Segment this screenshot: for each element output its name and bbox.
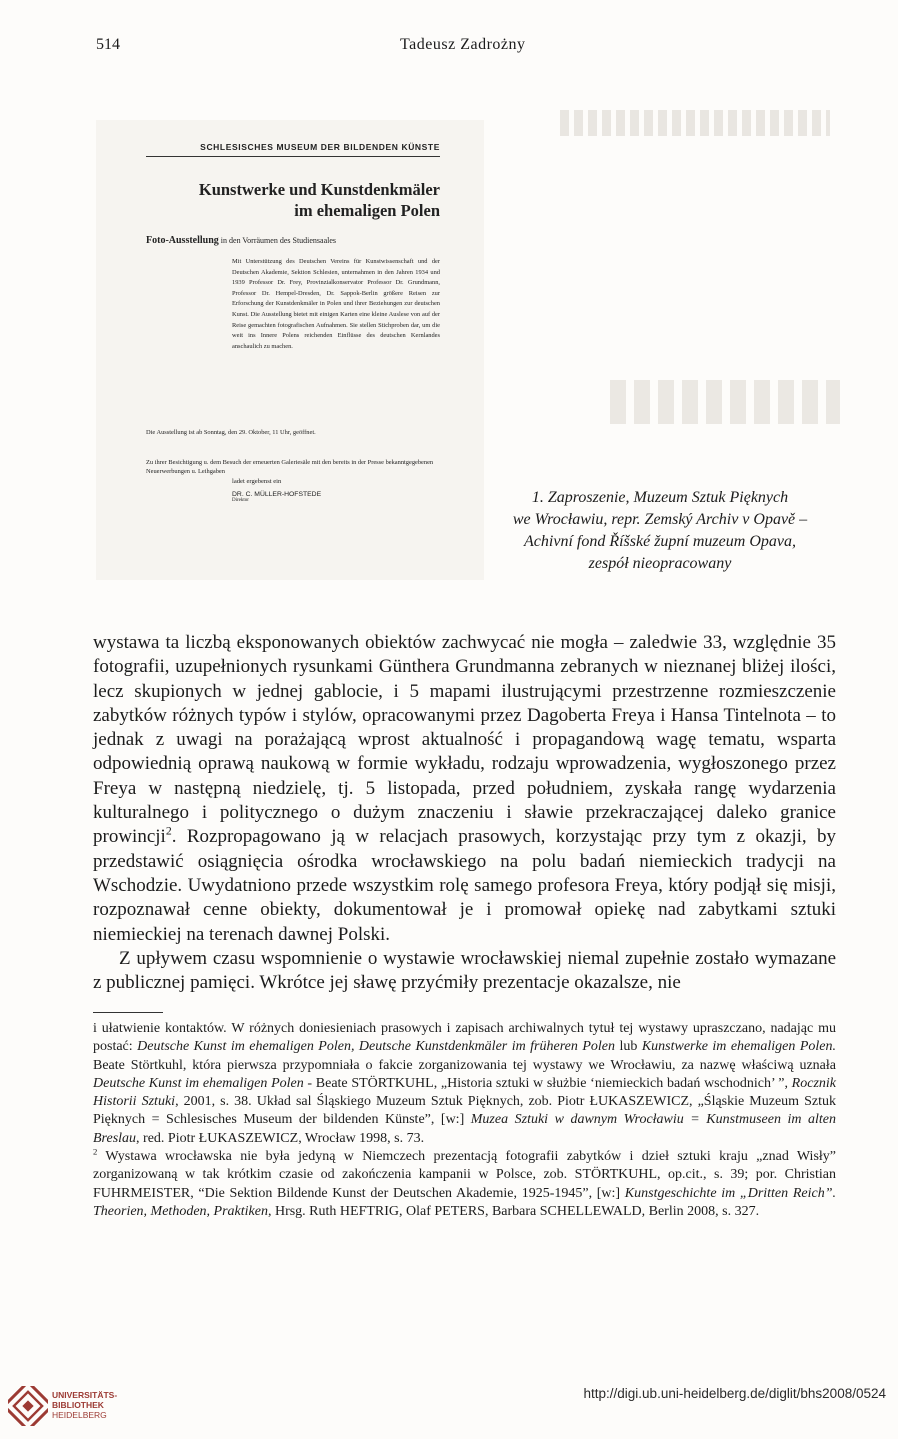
- footnote-ref: 2: [165, 825, 172, 839]
- library-logo-icon: [8, 1386, 48, 1426]
- scan-exhibition-line: Foto-Ausstellung in den Vorräumen des Studiensaales: [146, 235, 337, 246]
- source-url-link[interactable]: http://digi.ub.uni-heidelberg.de/diglit/bhs2008/0524: [583, 1386, 886, 1401]
- scan-invite-closing: ladet ergebenst ein: [232, 478, 282, 485]
- scan-signature-role: Direktor: [232, 498, 249, 503]
- bleed-through-artifact: [610, 380, 840, 424]
- page-number: 514: [96, 36, 120, 53]
- scan-signature: DR. C. MÜLLER-HOFSTEDE: [232, 491, 322, 498]
- bleed-through-artifact: [560, 110, 830, 136]
- scan-museum-name: SCHLESISCHES MUSEUM DER BILDENDEN KÜNSTE: [146, 142, 440, 157]
- main-text: [93, 631, 836, 995]
- figure-caption: 1. Zaproszenie, Muzeum Sztuk Pięknych we Wrocławiu, repr. Zemský Archiv v Opavě – Achivní fond Říšské župní muzeum Opava, zespół nieopracowany: [512, 489, 808, 572]
- footnote-1-continued: i ułatwienie kontaktów. W różnych doniesieniach prasowych i zapisach archiwalnych tytuł tej wystawy upraszczano, nadając mu postać: Deutsche Kunst im ehemaligen Polen, Deutsche Kunstdenkmäler im früheren Polen lub Kunstwerke im ehemaligen Polen. Beate Störtkuhl, która pierwsza przypomniała o fakcie zorganizowania tej wystawy we Wrocławiu, za nazwę właściwą uznała Deutsche Kunst im ehemaligen Polen - Beate STÖRTKUHL, „Historia sztuki w służbie ‘niemieckich badań wschodnich’ ”, Rocznik Historii Sztuki, 2001, s. 38. Układ sal Śląskiego Muzeum Sztuk Pięknych, zob. Piotr ŁUKASZEWICZ, „Śląskie Muzeum Sztuk Pięknych = Schlesisches Museum der bildenden Künste”, [w:] Muzea Sztuki w dawnym Wrocławiu = Kunstmuseen im alten Breslau, red. Piotr ŁUKASZEWICZ, Wrocław 1998, s. 73.: [93, 1021, 836, 1146]
- library-logo-text: UNIVERSITÄTS- BIBLIOTHEK HEIDELBERG: [52, 1390, 118, 1420]
- invitation-scan: [96, 120, 484, 580]
- footnotes: [93, 1020, 836, 1221]
- scan-title: Kunstwerke und Kunstdenkmäler im ehemaligen Polen: [198, 180, 440, 220]
- footnote-divider: [93, 1012, 163, 1013]
- paragraph: wystawa ta liczbą eksponowanych obiektów zachwycać nie mogła – zaledwie 33, względnie 35 fotografii, uzupełnionych rysunkami Günthera Grundmanna zebranych w nieznanej bliżej ilości, lecz skupionych w jednej gablocie, i 5 mapami ilustrującymi przestrzenne rozmieszczenie zabytków różnych typów i stylów, opracowanymi przez Dagoberta Freya i Hansa Tintelnota – to jednak z uwagi na porażającą wprost aktualność i propagandową wagę tematu, wsparta odpowiednią oprawą naukową w formie wykładu, rodzaju wprowadzenia, wygłoszonego przez Freya w następną niedzielę, tj. 5 listopada, przed południem, zyskała rangę wydarzenia kulturalnego i politycznego o dużym znaczeniu i sławie przekraczającej daleko granice prowincji$^2$. Rozpropagowano ją w relacjach prasowych, korzystając przy tym z okazji, by przedstawić osiągnięcia ośrodka wrocławskiego na polu badań niemieckich tradycji na Wschodzie. Uwydatniono przede wszystkim rolę samego profesora Freya, który podjął się misji, rozpoznawał cenne obiekty, dokumentował je i promował opiekę nad zabytkami sztuki niemieckiej na terenach dawnej Polski.: [93, 632, 836, 945]
- footnote-2: $^2$ Wystawa wrocławska nie była jedyną w Niemczech prezentacją fotografii zabytków i dzieł sztuki kraju „znad Wisły” zorganizowaną w tak krótkim czasie od zakończenia kampanii w Polsce, zob. STÖRTKUHL, op.cit., s. 39; por. Christian FUHRMEISTER, “Die Sektion Bildende Kunst der Deutschen Akademie, 1925-1945”, [w:] Kunstgeschichte im „Dritten Reich”. Theorien, Methoden, Praktiken, Hrsg. Ruth HEFTRIG, Olaf PETERS, Barbara SCHELLEWALD, Berlin 2008, s. 327.: [93, 1146, 836, 1219]
- paragraph: Z upływem czasu wspomnienie o wystawie wrocławskiej niemal zupełnie zostało wymazane z publicznej pamięci. Wkrótce jej sławę przyćmiły prezentacje okazalsze, nie: [93, 947, 836, 994]
- scan-body-text: Mit Unterstützung des Deutschen Vereins für Kunstwissenschaft und der Deutschen Akademie, Sektion Schlesien, unternahmen in den Jahren 1934 und 1939 Professor Dr. Frey, Provinzialkonservator Professor Dr. Grundmann, Professor Dr. Hempel-Dresden, Dr. Sappok-Berlin größere Reisen zur Erforschung der Kunstdenkmäler in Polen und ihrer Beziehungen zur deutschen Kunst. Die Ausstellung bietet mit einigen Karten eine kleine Auslese von auf der Reise gemachten fotografischen Aufnahmen. Sie stellen Stichproben dar, um die weit ins Innere Polens reichenden Einflüsse des deutschen Kernlandes anschaulich zu machen.: [232, 258, 440, 350]
- running-header-author: Tadeusz Zadrożny: [400, 36, 526, 53]
- scan-opening-date: Die Ausstellung ist ab Sonntag, den 29. Oktober, 11 Uhr, geöffnet.: [146, 429, 316, 436]
- scan-invite-text: Zu ihrer Besichtigung u. dem Besuch der erneuerten Galeriesäle mit den bereits in der Presse bekanntgegebenen Neuerwerbungen u. Leihgaben: [146, 459, 434, 475]
